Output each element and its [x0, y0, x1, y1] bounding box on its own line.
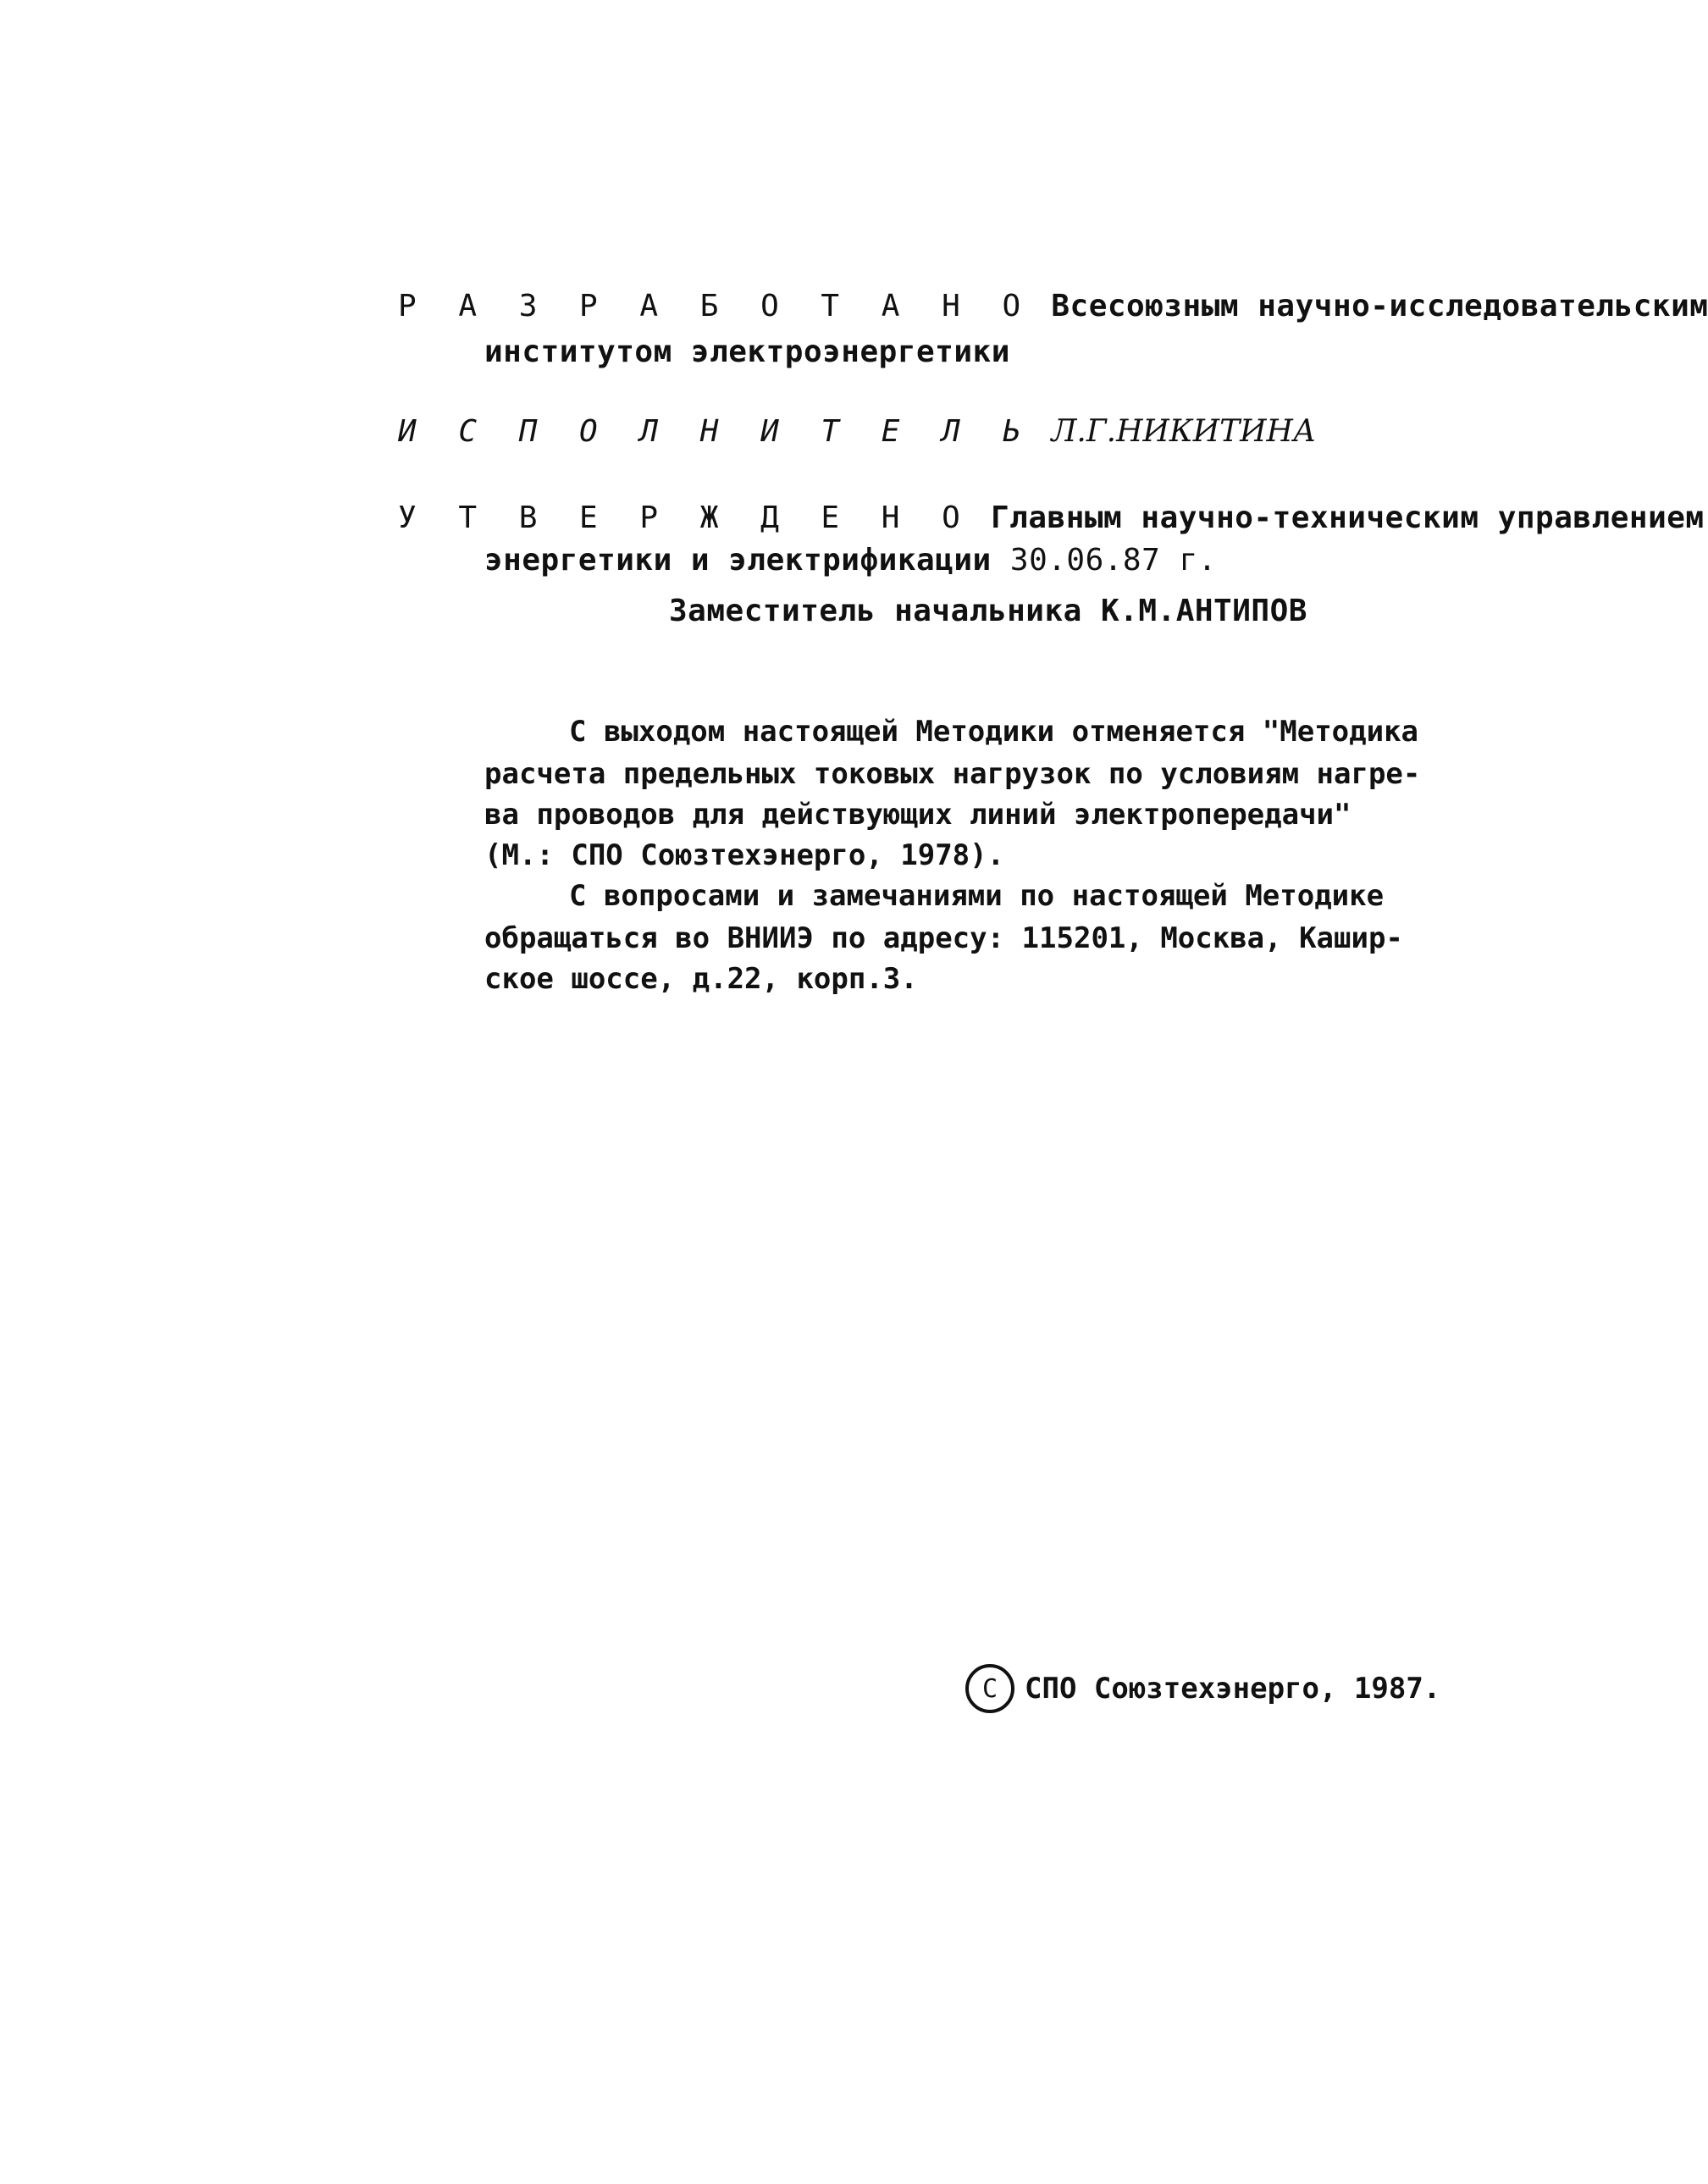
approved-date: 30.06.87 г.: [1009, 543, 1217, 578]
approved-line-1: [398, 500, 1705, 537]
approved-line-2: [484, 542, 1217, 579]
approved-text-line-2: энергетики и электрификации: [484, 543, 992, 578]
copyright-icon: С: [965, 1664, 1014, 1713]
approved-label: У Т В Е Р Ж Д Е Н О: [398, 500, 972, 535]
developed-line-2: [484, 334, 1010, 371]
copyright-text: СПО Союзтехэнерго, 1987.: [1025, 1672, 1441, 1706]
notes-p1-line-2: расчета предельных токовых нагрузок по условиям нагре-: [484, 757, 1421, 791]
notes-p1-line-3: ва проводов для действующих линий электропередачи": [484, 798, 1351, 832]
approved-text-line-1: Главным научно-техническим управлением: [991, 500, 1705, 535]
performer-name: Л.Г.НИКИТИНА: [1051, 414, 1317, 449]
developed-label: Р А З Р А Б О Т А Н О: [398, 289, 1033, 323]
developed-text-line-2: институтом электроэнергетики: [484, 335, 1010, 369]
notes-p2-line-1: С вопросами и замечаниями по настоящей Методике: [569, 879, 1385, 913]
developed-text-line-1: Всесоюзным научно-исследовательским: [1051, 289, 1708, 323]
developed-line-1: [398, 288, 1708, 325]
notes-p2-line-3: ское шоссе, д.22, корп.3.: [484, 962, 918, 996]
notes-p2-line-2: обращаться во ВНИИЭ по адресу: 115201, Москва, Кашир-: [484, 921, 1403, 955]
notes-p1-line-4: (М.: СПО Союзтехэнерго, 1978).: [484, 838, 1005, 872]
approved-signatory: [669, 593, 1307, 630]
copyright-notice: [965, 1664, 1440, 1713]
performer-line: [398, 413, 1316, 451]
performer-label: И С П О Л Н И Т Е Л Ь: [398, 414, 1033, 449]
notes-p1-line-1: С выходом настоящей Методики отменяется "Методика: [569, 715, 1419, 749]
approved-signatory-text: Заместитель начальника К.М.АНТИПОВ: [669, 594, 1307, 628]
